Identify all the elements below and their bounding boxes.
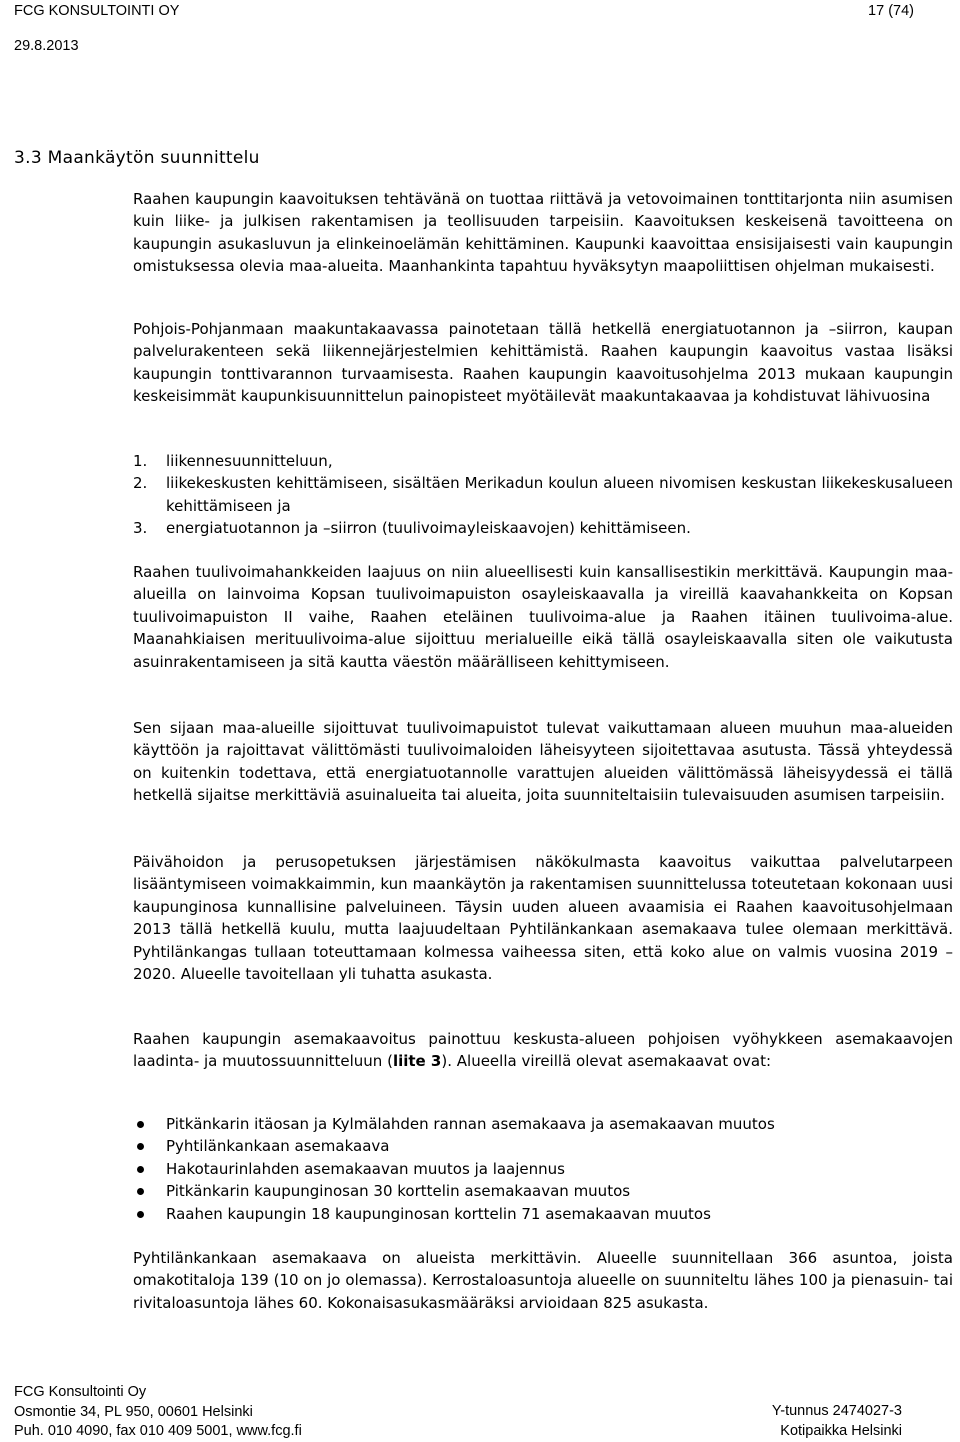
paragraph-text: Raahen kaupungin asemakaavoitus painottuu keskusta-alueen pohjoisen vyöhykkeen asemakaavojen laadinta- ja muutossuunnitteluun ( [133,1030,953,1071]
list-item [133,1203,953,1225]
paragraph-land-use-impact: Sen sijaan maa-alueille sijoittuvat tuulivoimapuistot tulevat vaikuttamaan alueen muuhun maa-alueiden käyttöön ja rajoittavat välittömästi tuulivoimaloiden läheisyyteen sijoitettavaa asutusta. Tässä yhteydessä on kuitenkin todettava, että energiatuotannolle varattujen alueiden välittömässä läheisyydessä ei tällä hetkellä sijaitse merkittäviä asuinalueita tai alueita, joita suunniteltaisiin tulevaisuuden asumisen tarpeisiin. [133,719,953,805]
footer-right [772,1402,902,1441]
bullet-icon [137,1166,144,1173]
list-item [133,472,953,517]
bullet-icon [137,1188,144,1195]
footer-left [14,1383,302,1442]
pending-plans-list [133,1113,953,1225]
list-item [133,1113,953,1135]
footer-company: FCG Konsultointi Oy [14,1384,147,1400]
list-item-text: Hakotaurinlahden asemakaavan muutos ja laajennus [166,1159,565,1178]
list-item [133,450,953,472]
bullet-icon [137,1211,144,1218]
paragraph-wind-power: Raahen tuulivoimahankkeiden laajuus on niin alueellisesti kuin kansallisestikin merkittävä. Kaupungin maa-alueilla on lainvoima Kopsan tuulivoimapuiston osayleiskaavalla ja vireillä kaavahankkeita on Kopsan tuulivoimapuiston II vaihe, Raahen eteläinen tuulivoima-alue ja Raahen itäinen tuulivoima-alue. Maanahkiaisen merituulivoima-alue sijoittuu merialueille eikä tällä osayleiskaavalla siten ole vaikutusta asuinrakentamiseen ja sitä kautta väestön määrälliseen kehittymiseen. [133,563,953,671]
priority-list [133,450,953,540]
footer-business-id: Y-tunnus 2474027-3 [771,1403,902,1419]
list-number: 1. [133,452,148,470]
bullet-icon [137,1121,144,1128]
appendix-reference: liite 3 [392,1052,442,1071]
list-item-text: liikennesuunnitteluun, [166,452,333,470]
list-item [133,517,953,539]
paragraph-zoning-tasks: Raahen kaupungin kaavoituksen tehtävänä on tuottaa riittävä ja vetovoimainen tonttitarjonta niin asumisen kuin liike- ja julkisen rakentamisen ja teollisuuden tarpeisiin. Kaavoituksen keskeisenä tavoitteena on kaupungin asukasluvun ja elinkeinoelämän kehittäminen. Kaupunki kaavoittaa ensisijaisesti vain kaupungin omistuksessa olevia maa-alueita. Maanhankinta tapahtuu hyväksytyn maapoliittisen ohjelman mukaisesti. [133,190,953,276]
header-date: 29.8.2013 [14,38,79,54]
paragraph-daycare-education: Päivähoidon ja perusopetuksen järjestämisen näkökulmasta kaavoitus vaikuttaa palvelutarpeen lisääntymiseen voimakkaimmin, kun maankäytön ja rakentamisen suunnittelussa toteutetaan kokonaan uusi kaupunginosa kunnallisine palveluineen. Täysin uuden alueen avaamisia ei Raahen kaavoitusohjelmaan 2013 tällä hetkellä kuulu, mutta laajuudeltaan Pyhtilänkankaan asemakaava tulee olemaan merkittävä. Pyhtilänkangas tullaan toteuttamaan kolmessa vaiheessa siten, että koko alue on valmis vuosina 2019 – 2020. Alueelle tavoitellaan yli tuhatta asukasta. [133,853,953,984]
list-item-text: Raahen kaupungin 18 kaupunginosan korttelin 71 asemakaavan muutos [166,1204,711,1223]
list-item [133,1180,953,1202]
list-item-text: liikekeskusten kehittämiseen, sisältäen Merikadun koulun alueen nivomisen keskustan liikekeskusalueen kehittämiseen ja [166,474,953,515]
list-item [133,1158,953,1180]
list-item-text: Pitkänkarin kaupunginosan 30 korttelin asemakaavan muutos [166,1182,631,1201]
bullet-icon [137,1143,144,1150]
footer-address: Osmontie 34, PL 950, 00601 Helsinki [14,1403,253,1420]
list-item [133,1135,953,1157]
header-company: FCG KONSULTOINTI OY [14,3,180,19]
header-page-number: 17 (74) [868,3,914,19]
paragraph-regional-plan: Pohjois-Pohjanmaan maakuntakaavassa painotetaan tällä hetkellä energiatuotannon ja –siirron, kaupan palvelurakenteen sekä liikennejärjestelmien kehittämistä. Raahen kaupungin kaavoitus vastaa lisäksi kaupungin tonttivarannon turvaamisesta. Raahen kaupungin kaavoitusohjelma 2013 mukaan kaupungin keskeisimmät kaupunkisuunnittelun painopisteet myötäilevät maakuntakaavaa ja kohdistuvat lähivuosina [133,320,953,406]
paragraph-text: ). Alueella vireillä olevat asemakaavat ovat: [441,1052,772,1071]
list-number: 2. [133,474,148,493]
list-item-text: Pitkänkarin itäosan ja Kylmälahden rannan asemakaava ja asemakaavan muutos [166,1115,775,1133]
list-item-text: energiatuotannon ja –siirron (tuulivoimayleiskaavojen) kehittämiseen. [166,519,691,538]
section-heading: 3.3 Maankäytön suunnittelu [14,148,260,168]
paragraph-detailed-plans [133,1028,953,1073]
footer-domicile: Kotipaikka Helsinki [780,1422,902,1439]
paragraph-pyhtilankangas: Pyhtilänkankaan asemakaava on alueista merkittävin. Alueelle suunnitellaan 366 asuntoa, joista omakotitaloja 139 (10 on jo olemassa). Kerrostaloasuntoja alueelle on suunniteltu lähes 100 ja pienasuin- tai rivitaloasuntoja lähes 60. Kokonaisasukasmääräksi arvioidaan 825 asukasta. [133,1249,953,1312]
list-item-text: Pyhtilänkankaan asemakaava [166,1137,390,1156]
footer-contact: Puh. 010 4090, fax 010 409 5001, www.fcg.fi [14,1423,302,1439]
list-number: 3. [133,519,148,538]
